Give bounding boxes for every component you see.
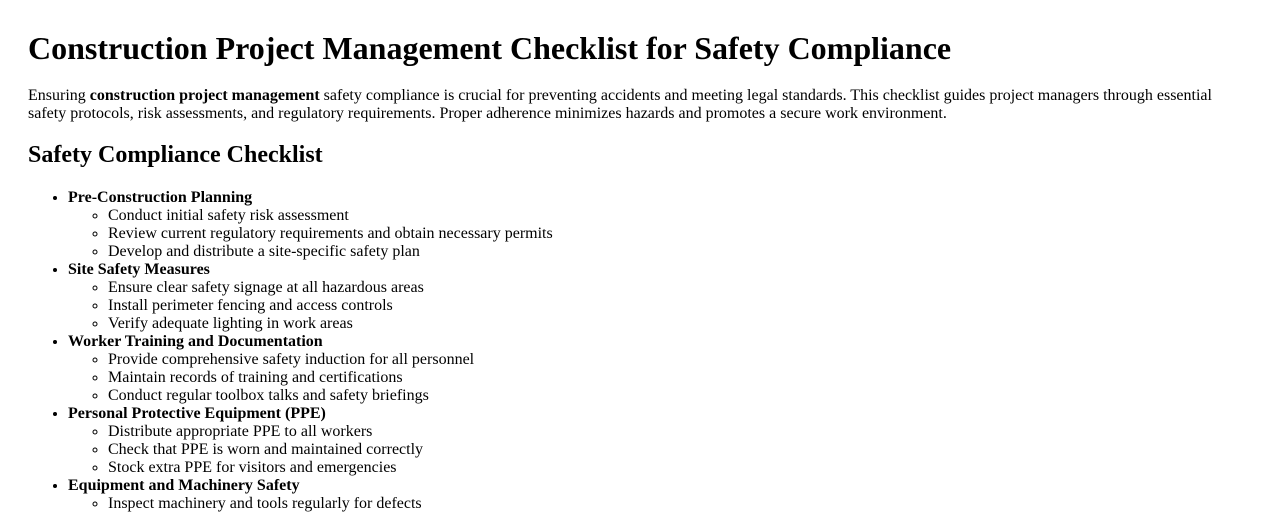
section-title: Equipment and Machinery Safety bbox=[68, 477, 300, 494]
checklist-section bbox=[68, 261, 1250, 333]
section-items bbox=[68, 495, 1250, 513]
section-items bbox=[68, 351, 1250, 405]
section-items bbox=[68, 207, 1250, 261]
checklist-item: ◦ Conduct regular toolbox talks and safety briefings bbox=[108, 387, 1250, 405]
checklist-heading: Safety Compliance Checklist bbox=[28, 142, 323, 168]
checklist-item: ◦ Install perimeter fencing and access controls bbox=[108, 297, 1250, 315]
intro-suffix: safety compliance is crucial for preventing accidents and meeting legal standards. This checklist guides project managers through essential safety protocols, risk assessments, and regulatory requirements. Proper adherence minimizes hazards and promotes a secure work environment. bbox=[28, 87, 1212, 122]
checklist-item: ◦ Review current regulatory requirements and obtain necessary permits bbox=[108, 225, 1250, 243]
checklist-section bbox=[68, 333, 1250, 405]
page-title: Construction Project Management Checklist for Safety Compliance bbox=[28, 30, 952, 66]
checklist-item: ◦ Ensure clear safety signage at all hazardous areas bbox=[108, 279, 1250, 297]
intro-bold-phrase: construction project management bbox=[89, 87, 320, 104]
checklist-item: ◦ Maintain records of training and certifications bbox=[108, 369, 1250, 387]
checklist-item: ◦ Develop and distribute a site-specific safety plan bbox=[108, 243, 1250, 261]
section-title: Site Safety Measures bbox=[68, 261, 210, 278]
checklist-section bbox=[68, 189, 1250, 261]
section-title: Pre-Construction Planning bbox=[68, 189, 253, 206]
section-title: Personal Protective Equipment (PPE) bbox=[68, 405, 326, 422]
checklist-item: ◦ Inspect machinery and tools regularly for defects bbox=[108, 495, 1250, 513]
checklist-item: ◦ Check that PPE is worn and maintained correctly bbox=[108, 441, 1250, 459]
checklist-section bbox=[68, 405, 1250, 477]
checklist-item: ◦ Provide comprehensive safety induction for all personnel bbox=[108, 351, 1250, 369]
section-title: Worker Training and Documentation bbox=[68, 333, 323, 350]
intro-paragraph bbox=[28, 87, 1228, 123]
checklist-item: ◦ Stock extra PPE for visitors and emergencies bbox=[108, 459, 1250, 477]
checklist-item: ◦ Distribute appropriate PPE to all workers bbox=[108, 423, 1250, 441]
intro-prefix: Ensuring bbox=[28, 87, 90, 104]
section-items bbox=[68, 279, 1250, 333]
checklist-item: ◦ Conduct initial safety risk assessment bbox=[108, 207, 1250, 225]
safety-checklist bbox=[28, 189, 1250, 513]
section-items bbox=[68, 423, 1250, 477]
checklist-item: ◦ Verify adequate lighting in work areas bbox=[108, 315, 1250, 333]
checklist-section bbox=[68, 477, 1250, 513]
